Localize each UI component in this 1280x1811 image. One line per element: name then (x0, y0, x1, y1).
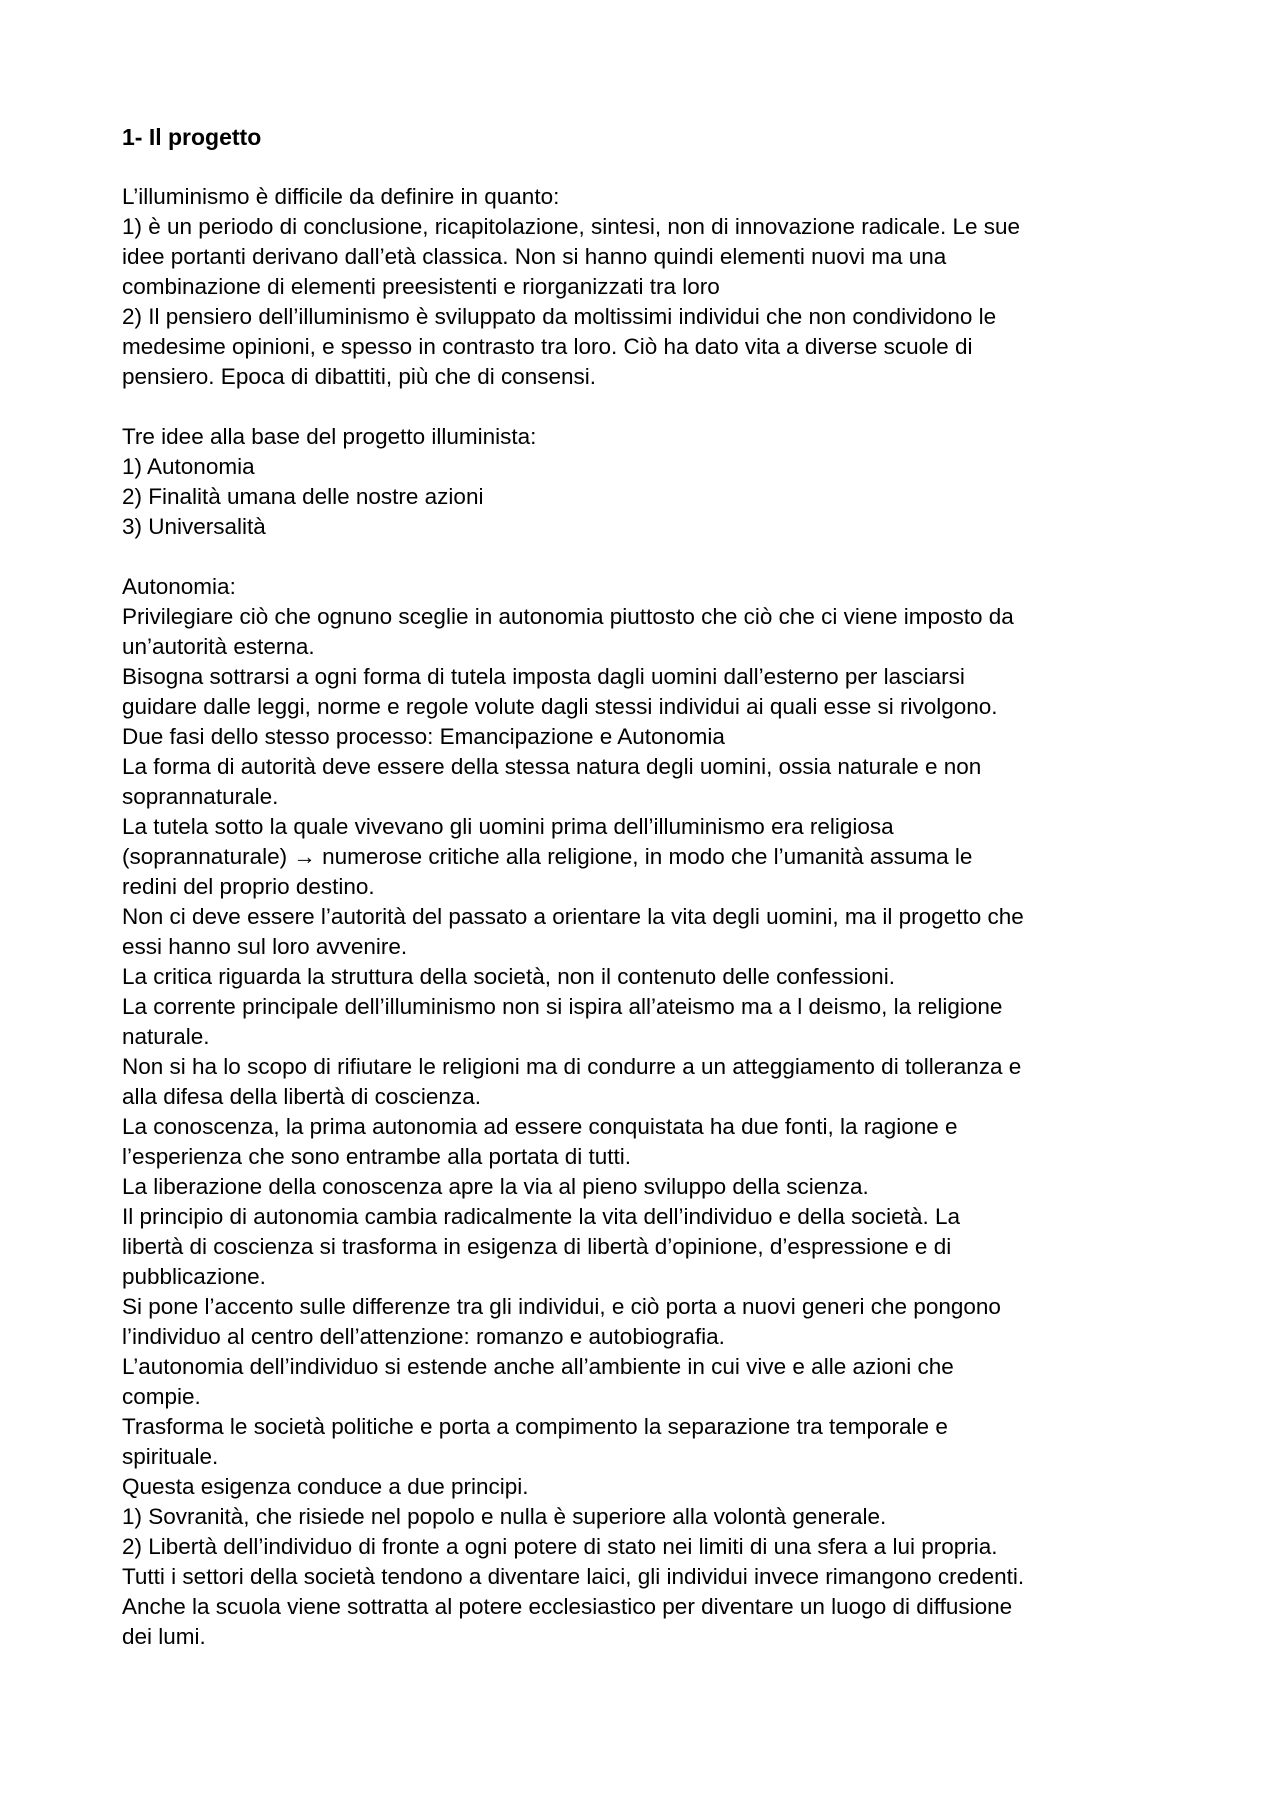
document-body (122, 182, 1170, 1652)
text-line: spirituale. (122, 1444, 219, 1469)
text-line: Si pone l’accento sulle differenze tra gli individui, e ciò porta a nuovi generi che pongono (122, 1294, 1001, 1319)
text-line: L’illuminismo è difficile da definire in quanto: (122, 184, 560, 209)
text-line: Tutti i settori della società tendono a diventare laici, gli individui invece rimangono credenti. (122, 1564, 1025, 1589)
text-line: Tre idee alla base del progetto illuminista: (122, 424, 537, 449)
text-line: 1) Sovranità, che risiede nel popolo e nulla è superiore alla volontà generale. (122, 1504, 887, 1529)
text-line: 2) Finalità umana delle nostre azioni (122, 484, 484, 509)
text-line: 2) Libertà dell’individuo di fronte a ogni potere di stato nei limiti di una sfera a lui propria. (122, 1534, 998, 1559)
text-line: pubblicazione. (122, 1264, 266, 1289)
text-line: La tutela sotto la quale vivevano gli uomini prima dell’illuminismo era religiosa (122, 814, 894, 839)
text-line: l’individuo al centro dell’attenzione: romanzo e autobiografia. (122, 1324, 725, 1349)
text-line: l’esperienza che sono entrambe alla portata di tutti. (122, 1144, 632, 1169)
text-line: un’autorità esterna. (122, 634, 315, 659)
text-line: Questa esigenza conduce a due principi. (122, 1474, 529, 1499)
text-line: L’autonomia dell’individuo si estende anche all’ambiente in cui vive e alle azioni che (122, 1354, 954, 1379)
text-line: La critica riguarda la struttura della società, non il contenuto delle confessioni. (122, 964, 895, 989)
text-line: libertà di coscienza si trasforma in esigenza di libertà d’opinione, d’espressione e di (122, 1234, 952, 1259)
text-line: La corrente principale dell’illuminismo non si ispira all’ateismo ma a l deismo, la religione (122, 994, 1003, 1019)
text-line: alla difesa della libertà di coscienza. (122, 1084, 481, 1109)
text-line: Il principio di autonomia cambia radicalmente la vita dell’individuo e della società. La (122, 1204, 960, 1229)
text-line: La liberazione della conoscenza apre la via al pieno sviluppo della scienza. (122, 1174, 869, 1199)
paragraph-block (122, 572, 1170, 1652)
paragraph-block (122, 182, 1170, 392)
text-line: guidare dalle leggi, norme e regole volute dagli stessi individui ai quali esse si rivolgono. (122, 694, 998, 719)
text-line: Bisogna sottrarsi a ogni forma di tutela imposta dagli uomini dall’esterno per lasciarsi (122, 664, 965, 689)
text-line: (soprannaturale) → numerose critiche alla religione, in modo che l’umanità assuma le (122, 844, 973, 869)
text-line: Privilegiare ciò che ognuno sceglie in autonomia piuttosto che ciò che ci viene imposto da (122, 604, 1014, 629)
text-line: Anche la scuola viene sottratta al potere ecclesiastico per diventare un luogo di diffusione (122, 1594, 1013, 1619)
text-line: dei lumi. (122, 1624, 206, 1649)
text-line: Non ci deve essere l’autorità del passato a orientare la vita degli uomini, ma il progetto che (122, 904, 1024, 929)
text-line: pensiero. Epoca di dibattiti, più che di consensi. (122, 364, 597, 389)
text-line: soprannaturale. (122, 784, 279, 809)
text-line: combinazione di elementi preesistenti e riorganizzati tra loro (122, 274, 720, 299)
text-line: Non si ha lo scopo di rifiutare le religioni ma di condurre a un atteggiamento di tolleranza e (122, 1054, 1022, 1079)
text-line: naturale. (122, 1024, 210, 1049)
text-line: 2) Il pensiero dell’illuminismo è sviluppato da moltissimi individui che non condividono le (122, 304, 997, 329)
text-line: La forma di autorità deve essere della stessa natura degli uomini, ossia naturale e non (122, 754, 982, 779)
text-line: Autonomia: (122, 574, 236, 599)
text-line: Due fasi dello stesso processo: Emancipazione e Autonomia (122, 724, 725, 749)
text-line: medesime opinioni, e spesso in contrasto tra loro. Ciò ha dato vita a diverse scuole di (122, 334, 973, 359)
text-line: Trasforma le società politiche e porta a compimento la separazione tra temporale e (122, 1414, 948, 1439)
text-line: La conoscenza, la prima autonomia ad essere conquistata ha due fonti, la ragione e (122, 1114, 958, 1139)
text-line: compie. (122, 1384, 201, 1409)
paragraph-block (122, 422, 1170, 542)
section-heading: 1- Il progetto (122, 124, 262, 150)
text-line: 3) Universalità (122, 514, 266, 539)
text-line: redini del proprio destino. (122, 874, 375, 899)
text-line: idee portanti derivano dall’età classica. Non si hanno quindi elementi nuovi ma una (122, 244, 947, 269)
text-line: 1) è un periodo di conclusione, ricapitolazione, sintesi, non di innovazione radicale. Le sue (122, 214, 1021, 239)
text-line: 1) Autonomia (122, 454, 255, 479)
text-line: essi hanno sul loro avvenire. (122, 934, 408, 959)
